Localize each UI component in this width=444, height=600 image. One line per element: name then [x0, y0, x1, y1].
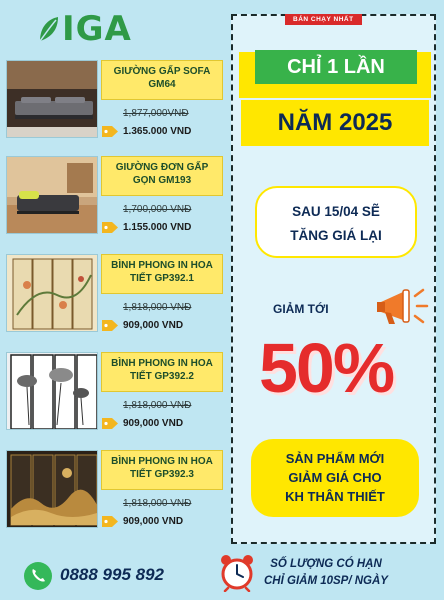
- product-image: [6, 254, 98, 332]
- price-rise-notice: [255, 186, 417, 258]
- price-tag-icon: [101, 417, 119, 430]
- new-price: 1.365.000 VND: [123, 126, 192, 137]
- product-image: [6, 450, 98, 528]
- product-name-box: [101, 254, 223, 294]
- product-image: [6, 60, 98, 138]
- old-price: 1,818,000 VNĐ: [123, 302, 192, 313]
- leaf-icon: [38, 15, 60, 43]
- old-price: 1,818,000 VNĐ: [123, 400, 192, 411]
- brand-logo: [38, 8, 132, 50]
- year-text: NĂM 2025: [277, 109, 393, 136]
- product-card[interactable]: [6, 60, 223, 152]
- old-price: 1,818,000 VNĐ: [123, 498, 192, 509]
- price-tag-icon: [101, 125, 119, 138]
- once-text: CHỈ 1 LẦN: [287, 56, 385, 78]
- old-price: 1,700,000 VNĐ: [123, 204, 192, 215]
- price-tag-icon: [101, 319, 119, 332]
- product-name-box: [101, 450, 223, 490]
- new-product-notice: [251, 439, 419, 517]
- product-image: [6, 156, 98, 234]
- new-price: 909,000 VND: [123, 516, 184, 527]
- price-tag-icon: [101, 515, 119, 528]
- limited-quantity: [264, 556, 388, 590]
- product-card[interactable]: [6, 254, 223, 346]
- discount-label: GIẢM TỚI: [273, 302, 329, 316]
- product-name: GIƯỜNG GẤP SOFA GM64: [113, 66, 211, 90]
- phone-icon[interactable]: [24, 562, 52, 590]
- new-price: 909,000 VND: [123, 418, 184, 429]
- limit-line2: CHỈ GIẢM 10SP/ NGÀY: [264, 575, 388, 587]
- product-name: BÌNH PHONG IN HOA TIẾT GP392.2: [111, 358, 213, 382]
- new-price: 1.155.000 VND: [123, 222, 192, 233]
- alarm-clock-icon: [218, 552, 256, 592]
- product-name: BÌNH PHONG IN HOA TIẾT GP392.3: [111, 456, 213, 480]
- price-rise-line1: SAU 15/04 SẼ: [292, 204, 380, 219]
- new-line1: SẢN PHẨM MỚI: [285, 451, 385, 466]
- once-banner: [255, 50, 417, 84]
- product-name-box: [101, 60, 223, 100]
- year-banner: [241, 100, 429, 146]
- discount-value-text: 50%: [259, 329, 394, 407]
- product-image: [6, 352, 98, 430]
- logo-text: IGA: [62, 9, 132, 49]
- price-rise-line2: TĂNG GIÁ LẠI: [290, 228, 382, 243]
- product-name-box: [101, 156, 223, 196]
- discount-value: [259, 328, 393, 408]
- limit-line1: SỐ LƯỢNG CÓ HẠN: [270, 558, 382, 570]
- old-price: 1,877,000VNĐ: [123, 108, 189, 119]
- product-name: BÌNH PHONG IN HOA TIẾT GP392.1: [111, 260, 213, 284]
- product-card[interactable]: [6, 156, 223, 248]
- new-line3: KH THÂN THIẾT: [285, 489, 385, 504]
- new-line2: GIẢM GIÁ CHO: [288, 470, 382, 485]
- product-card[interactable]: [6, 352, 223, 444]
- product-name-box: [101, 352, 223, 392]
- price-tag-icon: [101, 221, 119, 234]
- best-seller-badge: BÁN CHẠY NHẤT: [285, 14, 362, 25]
- promo-panel: [231, 14, 436, 544]
- phone-number[interactable]: 0888 995 892: [60, 565, 164, 584]
- new-price: 909,000 VND: [123, 320, 184, 331]
- product-card[interactable]: [6, 450, 223, 542]
- product-name: GIƯỜNG ĐƠN GẤP GỌN GM193: [115, 162, 209, 186]
